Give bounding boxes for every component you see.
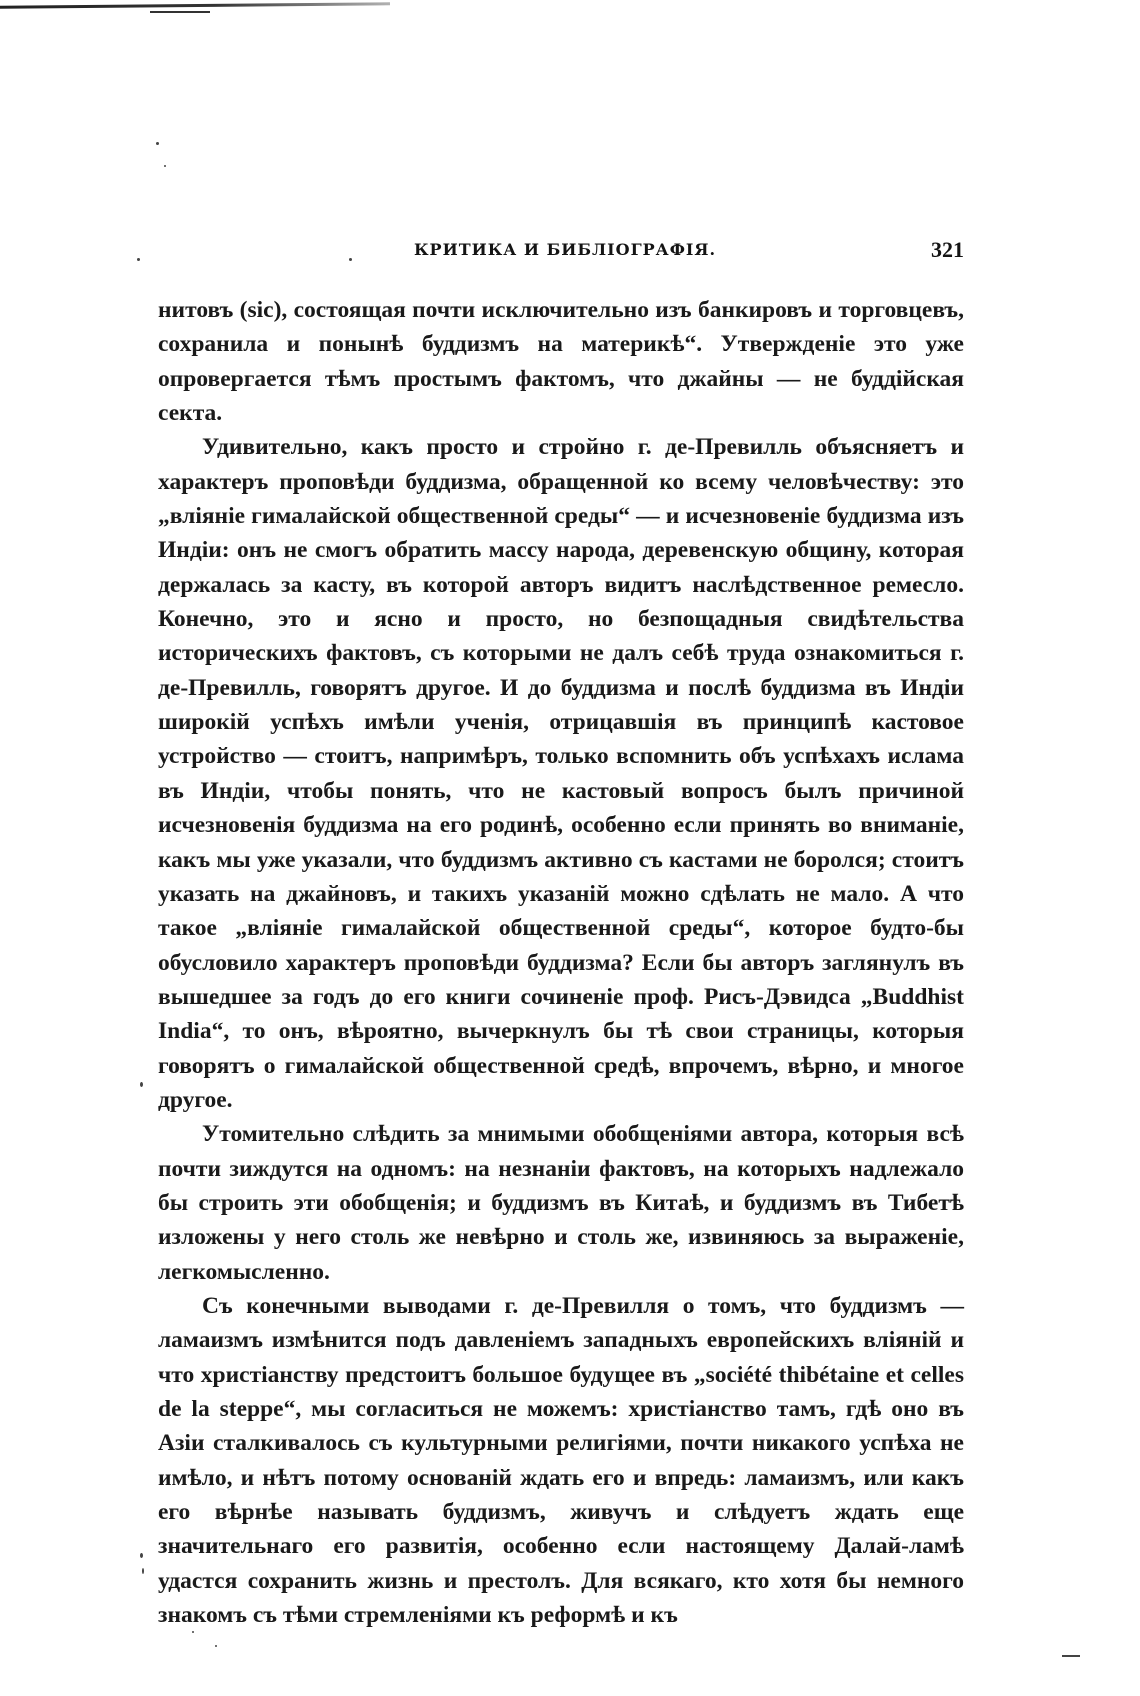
scan-speck [142,1568,144,1574]
scan-speck [1062,1655,1080,1657]
scan-edge-rule [0,2,390,8]
scan-speck [215,1645,217,1647]
page-header [158,237,964,272]
scan-speck [140,1082,143,1087]
scan-speck [137,258,140,261]
scan-edge-mark [150,11,210,13]
scan-speck [140,1553,143,1558]
paragraph: Удивительно, какъ просто и стройно г. де-Превилль объясняетъ и характеръ проповѣди буддизма, обращенной ко всему человѣчеству: это „вліяніе гималайской общественной среды“ — и исчезновеніе буддизма изъ Индіи: онъ не смогъ обратить массу народа, деревенскую общину, которая держалась за касту, въ которой авторъ видитъ наслѣдственное ремесло. Конечно, это и ясно и просто, но безпощадныя свидѣтельства историческихъ фактовъ, съ которыми не далъ себѣ труда ознакомиться г. де-Превилль, говорятъ другое. И до буддизма и послѣ буддизма въ Индіи широкій успѣхъ имѣли ученія, отрицавшія въ принципѣ кастовое устройство — стоитъ, напримѣръ, только вспомнить объ успѣхахъ ислама въ Индіи, чтобы понять, что не кастовый вопросъ былъ причиной исчезновенія буддизма на его родинѣ, особенно если принять во вниманіе, какъ мы уже указали, что буддизмъ активно съ кастами не боролся; стоитъ указать на джайновъ, и такихъ указаній можно сдѣлать не мало. А что такое „вліяніе гималайской общественной среды“, которое будто-бы обусловило характеръ проповѣди буддизма? Если бы авторъ заглянулъ въ вышедшее за годъ до его книги сочиненіе проф. Рисъ-Дэвидса „Buddhist India“, то онъ, вѣроятно, вычеркнулъ бы тѣ свои страницы, которыя говорятъ о гималайской общественной средѣ, впрочемъ, вѣрно, и многое другое. [158,434,964,1113]
paragraph: Съ конечными выводами г. де-Превилля о томъ, что буддизмъ — ламаизмъ измѣнится подъ давленіемъ западныхъ европейскихъ вліяній и что христіанству предстоитъ большое будущее въ „société thibétaine et celles de la steppe“, мы согласиться не можемъ: христіанство тамъ, гдѣ оно въ Азіи сталкивалось съ культурными религіями, почти никакого успѣха не имѣло, и нѣтъ потому основаній ждать его и впредь: ламаизмъ, или какъ его вѣрнѣе называть буддизмъ, живучъ и слѣдуетъ ждать еще значительнаго его развитія, особенно если настоящему Далай-ламѣ удастся сохранить жизнь и престолъ. Для всякаго, кто хотя бы немного знакомъ съ тѣми стремленіями къ реформѣ и къ [158,1292,964,1629]
body-text [158,293,964,1632]
scan-speck [156,142,159,145]
scan-speck [164,165,166,167]
paragraph: нитовъ (sic), состоящая почти исключительно изъ банкировъ и торговцевъ, сохранила и понынѣ буддизмъ на материкѣ“. Утвержденіе это уже опровергается тѣмъ простымъ фактомъ, что джайны — не буддійская секта. [158,297,964,427]
paragraph: Утомительно слѣдить за мнимыми обобщеніями автора, которыя всѣ почти зиждутся на одномъ: на незнаніи фактовъ, на которыхъ надлежало бы строить эти обобщенія; и буддизмъ въ Китаѣ, и буддизмъ въ Тибетѣ изложены у него столь же невѣрно и столь же, извиняюсь за выраженіе, легкомысленно. [158,1121,964,1285]
running-head: КРИТИКА И БИБЛІОГРАФІЯ. [414,240,717,259]
page-number: 321 [931,237,964,262]
